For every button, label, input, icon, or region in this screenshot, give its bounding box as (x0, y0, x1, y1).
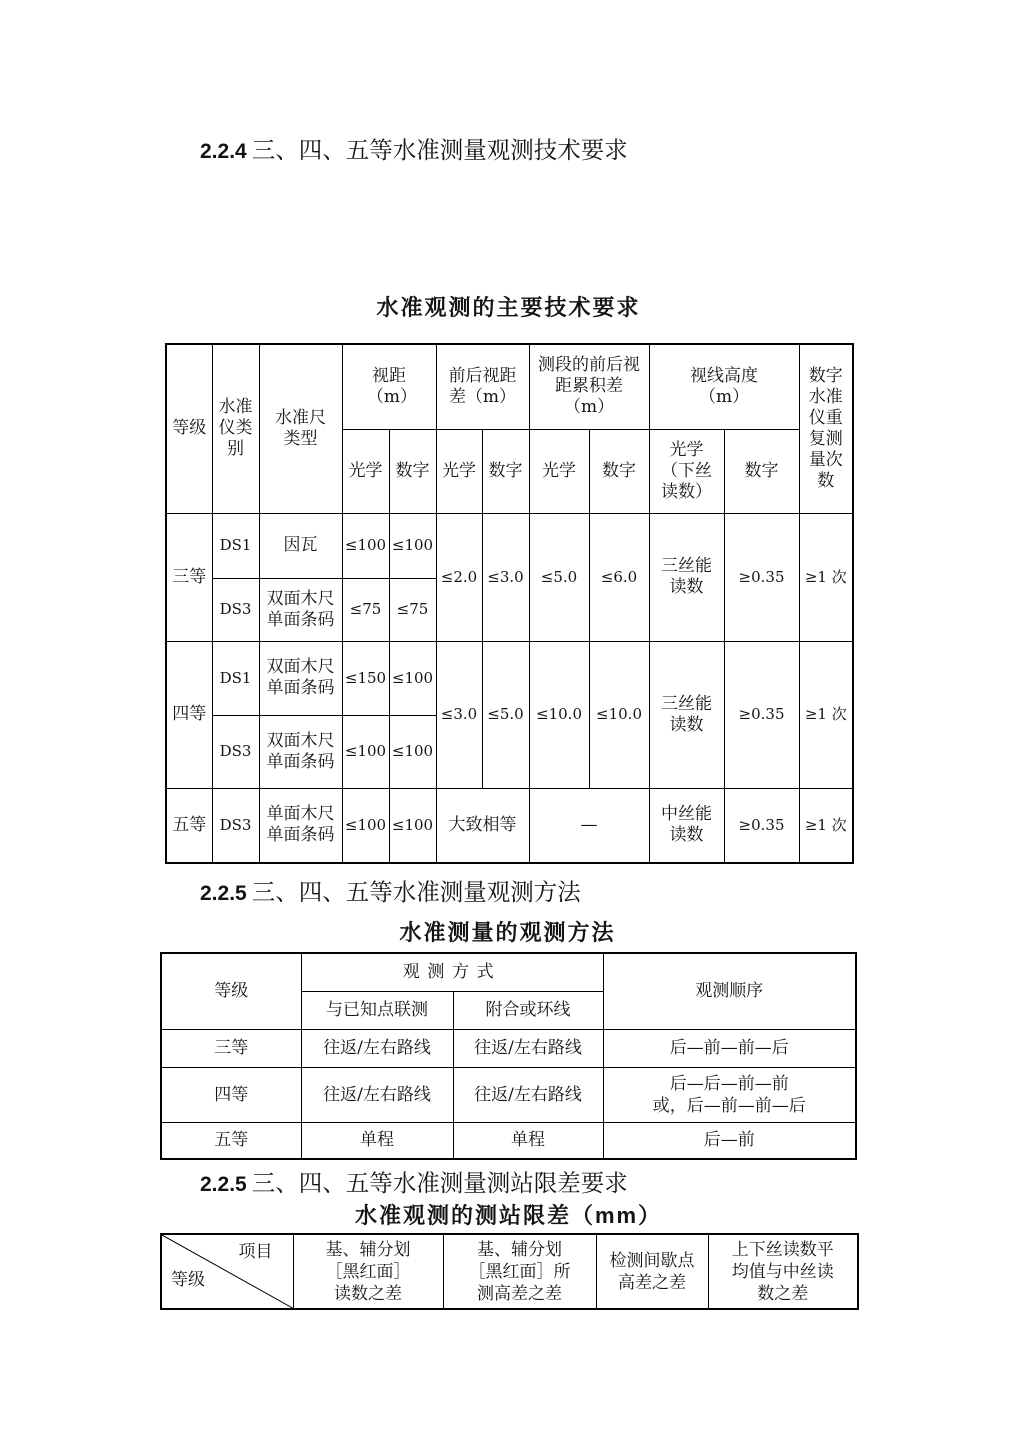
header-cell (596, 1234, 708, 1309)
observation-order: 后—后—前—前 (669, 1073, 789, 1094)
staff-cell (259, 715, 342, 788)
grade-label: 三等 (172, 566, 207, 587)
header-cell (342, 429, 389, 513)
value-cell (389, 788, 436, 863)
staff-cell (259, 641, 342, 715)
header-row (161, 1234, 858, 1309)
value-cell (724, 788, 799, 863)
instrument-cell (212, 578, 259, 641)
header-digital: 数字 (488, 460, 523, 481)
grade-cell (161, 1067, 301, 1122)
height-digital: ≥0.35 (738, 815, 785, 834)
diff-optical: ≤3.0 (440, 705, 478, 723)
header-basic-reading-diff: 基、辅分划［黑红面］读数之差 (325, 1239, 411, 1304)
header-optical-lower-wire: 光学（下丝读数） (661, 439, 713, 502)
grade-label: 三等 (214, 1038, 249, 1058)
header-grade: 等级 (172, 418, 207, 439)
grade-cell (166, 513, 212, 641)
table-title: 水准观测的测站限差（mm） (354, 1203, 663, 1228)
staff-type: 双面木尺 (266, 657, 335, 677)
observation-order: 或，后—前—前—后 (652, 1095, 806, 1116)
section-heading (200, 136, 628, 164)
instrument-cell (212, 513, 259, 578)
value-cell (342, 788, 389, 863)
sight-optical: ≤100 (344, 742, 387, 760)
height-optical: 三丝能读数 (661, 693, 713, 735)
header-digital: 数字 (744, 460, 779, 481)
header-known-point: 与已知点联测 (326, 1000, 428, 1020)
section-heading (200, 1169, 628, 1197)
height-optical: 三丝能读数 (661, 556, 713, 597)
header-cell (649, 429, 724, 513)
staff-type: 单面条码 (266, 825, 335, 846)
grade-label: 四等 (172, 704, 207, 724)
value-cell (649, 513, 724, 641)
value-cell (436, 513, 482, 641)
diff-digital: ≤3.0 (487, 567, 524, 586)
value-cell (301, 1122, 453, 1159)
header-cell (724, 429, 799, 513)
grade-cell (161, 1122, 301, 1159)
value-cell (649, 788, 724, 863)
cumulative-optical: ≤5.0 (540, 567, 578, 586)
table-row (161, 1029, 856, 1067)
header-sight-distance-diff: 前后视距差（m） (448, 365, 517, 407)
cumulative-diff: — (580, 814, 598, 835)
header-cell (166, 344, 212, 513)
header-sight-height: 视线高度（m） (690, 365, 759, 407)
observation-order: 后—前—前—后 (669, 1038, 789, 1058)
station-tolerance-table (160, 1233, 859, 1310)
value-cell (529, 513, 589, 641)
value-cell (342, 715, 389, 788)
header-check-diff: 检测间歇点高差之差 (609, 1250, 695, 1293)
value-cell (453, 1122, 603, 1159)
table-title: 水准观测的主要技术要求 (376, 295, 641, 320)
sight-optical: ≤150 (344, 668, 387, 687)
value-cell (529, 641, 589, 788)
instrument-cell (212, 788, 259, 863)
observation-method-table (160, 952, 857, 1160)
instrument-type: DS3 (219, 742, 252, 760)
header-method: 观测方式 (402, 962, 502, 983)
value-cell (799, 513, 853, 641)
section-title: 三、四、五等水准测量观测方法 (251, 878, 581, 906)
staff-cell (259, 578, 342, 641)
header-basic-height-diff: 基、辅分划［黑红面］所测高差之差 (468, 1239, 571, 1304)
diff-optical: ≤2.0 (440, 567, 478, 586)
value-cell (529, 788, 649, 863)
header-staff: 水准尺类型 (275, 407, 326, 449)
value-cell (453, 1067, 603, 1122)
section-title: 三、四、五等水准测量测站限差要求 (251, 1169, 628, 1197)
value-cell (589, 641, 649, 788)
header-repeat-count: 数字水准仪重复测量次数 (808, 365, 843, 491)
value-cell (799, 788, 853, 863)
staff-type: 因瓦 (283, 535, 318, 555)
section-number: 2.2.4 (200, 140, 247, 163)
table-title: 水准测量的观测方法 (399, 920, 616, 945)
instrument-type: DS3 (219, 600, 252, 618)
header-item: 项目 (238, 1242, 273, 1262)
repeat-count: ≥1 次 (804, 815, 847, 834)
header-optical: 光学 (442, 460, 476, 481)
header-digital: 数字 (395, 460, 430, 481)
header-cell (453, 991, 603, 1029)
repeat-count: ≥1 次 (804, 567, 847, 586)
sight-digital: ≤75 (396, 600, 429, 618)
closed-route-method: 单程 (511, 1130, 545, 1151)
header-optical: 光学 (348, 460, 383, 481)
cumulative-digital: ≤10.0 (596, 705, 642, 723)
grade-label: 四等 (214, 1084, 249, 1105)
observation-order: 后—前 (703, 1130, 755, 1151)
sight-distance-diff: 大致相等 (448, 814, 517, 835)
instrument-cell (212, 715, 259, 788)
grade-cell (161, 1029, 301, 1067)
grade-cell (166, 641, 212, 788)
header-cell (293, 1234, 443, 1309)
main-technical-requirements-table (165, 343, 854, 864)
header-cell (436, 429, 482, 513)
value-cell (453, 1029, 603, 1067)
header-cell (799, 344, 853, 513)
staff-type: 单面条码 (266, 678, 335, 698)
diff-digital: ≤5.0 (487, 705, 524, 723)
header-sight-distance: 视距（m） (366, 365, 418, 407)
instrument-type: DS1 (219, 536, 252, 554)
header-optical: 光学 (542, 460, 577, 481)
instrument-type: DS1 (219, 668, 252, 687)
value-cell (603, 1122, 856, 1159)
known-point-method: 往返/左右路线 (323, 1038, 431, 1058)
repeat-count: ≥1 次 (804, 705, 847, 723)
sight-optical: ≤100 (344, 815, 387, 834)
instrument-type: DS3 (219, 815, 252, 834)
header-cell (436, 344, 529, 429)
header-cell (342, 344, 436, 429)
sight-digital: ≤100 (391, 536, 434, 554)
value-cell (389, 513, 436, 578)
sight-digital: ≤100 (391, 815, 434, 834)
header-cell (443, 1234, 596, 1309)
diagonal-header-cell (161, 1234, 293, 1309)
grade-label: 五等 (214, 1130, 249, 1151)
staff-type: 双面木尺 (266, 730, 335, 751)
header-cell (589, 429, 649, 513)
header-cell (529, 429, 589, 513)
sight-digital: ≤100 (391, 742, 434, 760)
grade-label: 五等 (172, 814, 207, 835)
value-cell (342, 578, 389, 641)
table-row (161, 1067, 856, 1122)
value-cell (436, 788, 529, 863)
value-cell (799, 641, 853, 788)
header-cell (161, 953, 301, 1029)
header-cell (649, 344, 799, 429)
value-cell (301, 1029, 453, 1067)
staff-type: 双面木尺 (266, 588, 335, 609)
staff-type: 单面条码 (266, 609, 335, 630)
staff-type: 单面条码 (266, 751, 335, 772)
value-cell (342, 513, 389, 578)
header-row (166, 344, 853, 429)
value-cell (724, 641, 799, 788)
header-digital: 数字 (602, 460, 637, 481)
instrument-cell (212, 641, 259, 715)
table-row (166, 788, 853, 863)
header-cell (389, 429, 436, 513)
section-number: 2.2.5 (200, 882, 247, 905)
sight-optical: ≤75 (349, 600, 382, 618)
header-cell (482, 429, 529, 513)
table-row (166, 513, 853, 578)
header-cell (708, 1234, 858, 1309)
staff-cell (259, 513, 342, 578)
grade-cell (166, 788, 212, 863)
header-closed-route: 附合或环线 (485, 1000, 571, 1020)
header-cell (529, 344, 649, 429)
value-cell (649, 641, 724, 788)
header-grade: 等级 (214, 981, 249, 1002)
value-cell (589, 513, 649, 641)
header-instrument: 水准仪类别 (218, 397, 253, 460)
diagonal-header (162, 1235, 293, 1308)
value-cell (389, 641, 436, 715)
header-grade: 等级 (171, 1270, 205, 1290)
header-cell (301, 991, 453, 1029)
section-heading (200, 878, 581, 906)
value-cell (603, 1067, 856, 1122)
section-title: 三、四、五等水准测量观测技术要求 (251, 136, 628, 164)
value-cell (482, 513, 529, 641)
header-cumulative-diff: 测段的前后视距累积差（m） (538, 355, 641, 418)
value-cell (436, 641, 482, 788)
value-cell (724, 513, 799, 641)
section-number: 2.2.5 (200, 1173, 247, 1196)
header-row (161, 953, 856, 991)
height-optical: 中丝能读数 (661, 804, 713, 846)
header-cell (212, 344, 259, 513)
height-digital: ≥0.35 (738, 705, 785, 723)
table-row (161, 1122, 856, 1159)
value-cell (301, 1067, 453, 1122)
known-point-method: 往返/左右路线 (323, 1084, 431, 1105)
header-cell (603, 953, 856, 1029)
value-cell (389, 715, 436, 788)
header-order: 观测顺序 (695, 981, 764, 1002)
header-wire-diff: 上下丝读数平均值与中丝读数之差 (731, 1239, 834, 1304)
table-row (166, 641, 853, 715)
staff-cell (259, 788, 342, 863)
cumulative-digital: ≤6.0 (600, 567, 638, 586)
value-cell (342, 641, 389, 715)
header-cell (301, 953, 603, 991)
closed-route-method: 往返/左右路线 (474, 1084, 582, 1105)
value-cell (389, 578, 436, 641)
value-cell (603, 1029, 856, 1067)
staff-type: 单面木尺 (266, 804, 335, 825)
cumulative-optical: ≤10.0 (536, 705, 582, 723)
sight-digital: ≤100 (391, 668, 434, 687)
value-cell (482, 641, 529, 788)
sight-optical: ≤100 (344, 536, 387, 554)
header-cell (259, 344, 342, 513)
known-point-method: 单程 (360, 1130, 394, 1151)
height-digital: ≥0.35 (738, 567, 785, 586)
closed-route-method: 往返/左右路线 (474, 1038, 582, 1058)
